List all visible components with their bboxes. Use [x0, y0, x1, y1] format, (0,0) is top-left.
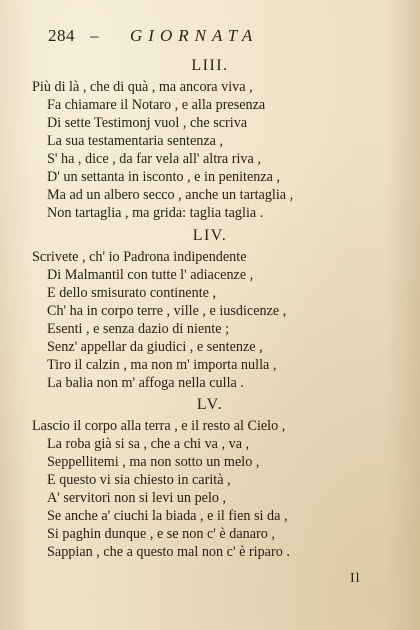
verse-line: Non tartaglia , ma grida: taglia taglia .	[47, 205, 264, 221]
verse-line: Ch' ha in corpo terre , ville , e iusdicenze ,	[47, 303, 287, 319]
verse-line: D' un settanta in isconto , e in penitenza ,	[47, 169, 281, 185]
verse-line: Esenti , e senza dazio di niente ;	[47, 321, 230, 337]
verse-line: Fa chiamare il Notaro , e alla presenza	[47, 97, 266, 113]
stanza-numeral: LV.	[196, 396, 224, 413]
verse-line: Di sette Testimonj vuol , che scriva	[47, 115, 248, 131]
verse-line: Senz' appellar da giudici , e sentenze ,	[47, 339, 263, 355]
stanza-numeral: LIV.	[192, 227, 228, 244]
running-head	[48, 26, 378, 48]
verse-line: Se anche a' ciuchi la biada , e il fien si da ,	[47, 508, 288, 524]
verse-line: A' servitori non si levi un pelo ,	[47, 490, 227, 506]
verse-line: E questo vi sia chiesto in carità ,	[47, 472, 231, 488]
verse-line: Ma ad un albero secco , anche un tartaglia ,	[47, 187, 294, 203]
verse-line: Lascio il corpo alla terra , e il resto al Cielo ,	[32, 418, 286, 434]
catchword: Il	[350, 571, 361, 586]
verse-line: Di Malmantil con tutte l' adiacenze ,	[47, 267, 254, 283]
verse-line: Scrivete , ch' io Padrona indipendente	[32, 249, 247, 265]
running-title: GIORNATA	[130, 26, 259, 45]
verse-line: E dello smisurato continente ,	[47, 285, 217, 301]
verse-line: S' ha , dice , da far vela all' altra riva ,	[47, 151, 261, 167]
verse-line: La balia non m' affoga nella culla .	[47, 375, 244, 391]
verse-line: Più di là , che di quà , ma ancora viva ,	[32, 79, 253, 95]
head-dash: –	[90, 26, 99, 45]
verse-line: La sua testamentaria sentenza ,	[47, 133, 224, 149]
stanza-numeral: LIII.	[191, 57, 229, 74]
verse-line: Tiro il calzin , ma non m' importa nulla ,	[47, 357, 277, 373]
verse-line: Sappian , che a questo mal non c' è riparo .	[47, 544, 290, 560]
page-number: 284	[48, 26, 75, 45]
verse-line: La roba già si sa , che a chi va , va ,	[47, 436, 250, 452]
verse-line: Si paghin dunque , e se non c' è danaro ,	[47, 526, 275, 542]
verse-line: Seppellitemi , ma non sotto un melo ,	[47, 454, 260, 470]
